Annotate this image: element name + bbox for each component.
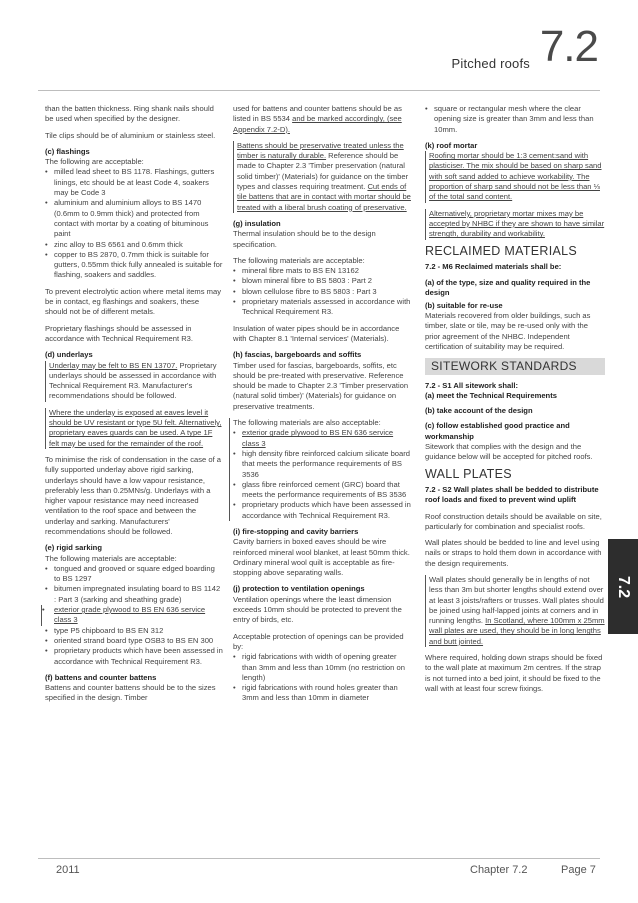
paragraph: Sitework that complies with the design and the guidance below will be accepted for pitched roofs. bbox=[425, 442, 593, 462]
paragraph: Ventilation openings where the least dimension exceeds 10mm should be protected to prevent the entry of birds, etc. bbox=[233, 594, 402, 625]
clause-item: (a) meet the Technical Requirements bbox=[425, 390, 557, 400]
revised-text: Underlay may be felt to BS EN 13707. bbox=[49, 360, 178, 370]
footer-divider bbox=[38, 858, 600, 859]
chapter-number: 7.2 bbox=[539, 22, 598, 71]
paragraph: Tile clips should be of aluminium or stainless steel. bbox=[45, 130, 216, 140]
list-item: • proprietary materials assessed in accordance with Technical Requirement R3. bbox=[233, 297, 411, 318]
flashings-list bbox=[45, 167, 223, 280]
clause-heading: 7.2 - M6 Reclaimed materials shall be: bbox=[425, 261, 562, 271]
revised-text: Battens should be preservative treated unless the timber is naturally durable. bbox=[237, 140, 404, 161]
sarking-list bbox=[45, 564, 223, 667]
paragraph: Where required, holding down straps should be fixed to the wall plate at maximum 2m centres. If the strap is not turned into a bed joint, it should be fixed to the wall with at least four screw fixings. bbox=[425, 653, 603, 693]
subheading-sarking: (e) rigid sarking bbox=[45, 543, 102, 553]
list-item: • proprietary products which have been assessed in accordance with Technical Requirement R3. bbox=[233, 500, 411, 521]
column-3 bbox=[425, 104, 605, 700]
subheading-flashings: (c) flashings bbox=[45, 146, 90, 156]
paragraph: Insulation of water pipes should be in accordance with Chapter 8.1 'Internal services' (Materials). bbox=[233, 323, 400, 343]
paragraph bbox=[425, 575, 605, 647]
paragraph: The following are acceptable: bbox=[45, 157, 144, 167]
list-item: • type P5 chipboard to BS EN 312 bbox=[45, 626, 223, 636]
fascia-list bbox=[233, 428, 411, 521]
revised-text: Alternatively, proprietary mortar mixes may be accepted by NHBC if they are shown to have similar strength, durability and workability. bbox=[425, 209, 605, 240]
ventilation-list bbox=[233, 652, 411, 703]
list-item: • high density fibre reinforced calcium silicate board that meets the performance requirements of BS 3536 bbox=[233, 449, 411, 480]
list-item: • copper to BS 2870, 0.7mm thick is suitable for gutters, 0.55mm thick fully annealed is suitable for flashing, soakers and saddles. bbox=[45, 250, 223, 281]
revised-block bbox=[229, 418, 411, 521]
paragraph: The following materials are acceptable: bbox=[233, 255, 365, 265]
clause-heading: 7.2 - S2 Wall plates shall be bedded to distribute roof loads and fixed to prevent wind uplift bbox=[425, 484, 599, 505]
text: used for battens and counter battens should be as listed in BS 5534 bbox=[233, 104, 402, 124]
paragraph: The following materials are acceptable: bbox=[45, 553, 177, 563]
column-2 bbox=[233, 104, 411, 710]
list-item: • proprietary products which have been assessed in accordance with Technical Requirement R3. bbox=[45, 646, 223, 667]
clause-item: (a) of the type, size and quality required in the design bbox=[425, 278, 591, 298]
subheading-battens: (f) battens and counter battens bbox=[45, 672, 157, 682]
paragraph: than the batten thickness. Ring shank nails should be used when specified by the designer. bbox=[45, 104, 214, 124]
list-item: • tongued and grooved or square edged boarding to BS 1297 bbox=[45, 564, 223, 585]
header-divider bbox=[38, 90, 600, 91]
clause-heading: 7.2 - S1 All sitework shall: bbox=[425, 380, 518, 390]
paragraph: Materials recovered from older buildings, such as timber, slate or tile, may be re-used only with the prior agreement of the NHBC. Independent certification of suitability may be required. bbox=[425, 311, 591, 351]
text: Proprietary underlays should be assessed in accordance with Technical Requirement R3. Manufacturer's recommendations should be followed. bbox=[49, 360, 217, 401]
insulation-list bbox=[233, 266, 411, 317]
list-item: • zinc alloy to BS 6561 and 0.6mm thick bbox=[45, 240, 223, 250]
text: Reference should be made to Chapter 2.3 'Timber preservation (natural solid timber)' (Materials) for guidance on the timber types and classes requiring treatment. bbox=[237, 151, 409, 192]
list-item: • rigid fabrications with round holes greater than 3mm and less than 10mm in diameter bbox=[233, 683, 411, 704]
mesh-list bbox=[425, 104, 605, 135]
list-item: • rigid fabrications with width of opening greater than 3mm and less than 10mm (no restriction on length) bbox=[233, 652, 411, 683]
subheading-insulation: (g) insulation bbox=[233, 218, 281, 228]
revised-text: Where the underlay is exposed at eaves level it should be UV resistant or type 5U felt. Alternatively, proprietary eaves guards can be used. A type 1F felt may be used for the remainder of the roof. bbox=[49, 407, 222, 448]
list-item: • milled lead sheet to BS 1178. Flashings, gutters linings, etc should be at least Code 4, soakers may be Code 3 bbox=[45, 167, 223, 198]
paragraph: The following materials are also acceptable: bbox=[233, 418, 381, 428]
side-tab-label: 7.2 bbox=[615, 575, 632, 598]
clause-item: (b) take account of the design bbox=[425, 406, 533, 416]
subheading-ventilation: (j) protection to ventilation openings bbox=[233, 584, 365, 594]
list-item: • exterior grade plywood to BS EN 636 service class 3 bbox=[233, 428, 411, 449]
paragraph: To minimise the risk of condensation in the case of a fully supported underlay above rigid sarking, underlays should have a low vapour resistance, preferably less than 0.25MNs/g. Underlays with a higher vapour resistance may need increased ventilation to the roof space and between the underlay and sarking. Manufacturers' recommendations should be followed. bbox=[45, 454, 222, 536]
revised-text: and be marked accordingly, (see Appendix 7.2-D). bbox=[233, 114, 402, 134]
section-heading-wall-plates: WALL PLATES bbox=[425, 466, 512, 481]
list-item: • exterior grade plywood to BS EN 636 service class 3 bbox=[41, 605, 223, 626]
paragraph: Thermal insulation should be to the design specification. bbox=[233, 229, 376, 249]
paragraph: Proprietary flashings should be assessed in accordance with Technical Requirement R3. bbox=[45, 323, 194, 343]
subheading-underlays: (d) underlays bbox=[45, 350, 93, 360]
clause-item: (c) follow established good practice and workmanship bbox=[425, 421, 570, 441]
chapter-side-tab bbox=[608, 539, 638, 634]
paragraph bbox=[45, 408, 223, 449]
paragraph bbox=[45, 361, 223, 402]
subheading-fascias: (h) fascias, bargeboards and soffits bbox=[233, 350, 362, 360]
section-heading-sitework: SITEWORK STANDARDS bbox=[425, 358, 605, 374]
list-item: • glass fibre reinforced cement (GRC) board that meets the performance requirements of BS 3536 bbox=[233, 480, 411, 501]
revised-text: Roofing mortar should be 1:3 cement:sand with plasticiser. The mix should be based on sharp sand with soft sand added to achieve workability. The proportion of sharp sand should not be less than ⅓ of the total sand content. bbox=[425, 151, 605, 202]
header-title: Pitched roofs bbox=[451, 56, 530, 71]
paragraph: Battens and counter battens should be to the sizes specified in the design. Timber bbox=[45, 683, 216, 703]
list-item: • square or rectangular mesh where the clear opening size is greater than 3mm and less than 10mm. bbox=[425, 104, 605, 135]
paragraph: Cavity barriers in boxed eaves should be wire reinforced mineral wool blanket, at least 50mm thick. Ordinary mineral wool quilt is acceptable as fire-stopping above separating walls. bbox=[233, 537, 410, 578]
paragraph bbox=[233, 141, 411, 213]
page-header bbox=[0, 0, 638, 92]
column-1 bbox=[45, 104, 223, 710]
text: Wall plates should generally be in lengths of not less than 3m but shorter lengths should extend over at least 3 joists/rafters or trusses. Wall plates should be joined using half-lapped joints at corners and in running lengths. bbox=[429, 574, 604, 626]
paragraph: Timber used for fascias, bargeboards, soffits, etc should be pre-treated with preservative. Reference should be made to Chapter 2.3 'Timber preservation (natural solid timber)' (Materials) for guidance on preservative treatments. bbox=[233, 360, 409, 411]
section-heading-reclaimed: RECLAIMED MATERIALS bbox=[425, 243, 578, 258]
footer-page-number: Page 7 bbox=[561, 864, 596, 876]
list-item: • blown cellulose fibre to BS 5803 : Part 3 bbox=[233, 287, 411, 297]
footer-chapter: Chapter 7.2 bbox=[470, 864, 528, 876]
paragraph: To prevent electrolytic action where metal items may be in contact, eg flashings and soakers, these should not be of different metals. bbox=[45, 286, 221, 317]
list-item: • bitumen impregnated insulating board to BS 1142 : Part 3 (sarking and sheathing grade) bbox=[45, 584, 223, 605]
list-item: • aluminium and aluminium alloys to BS 1470 (0.6mm to 0.9mm thick) and protected from contact with mortar by a coating of bituminous paint bbox=[45, 198, 223, 239]
paragraph: Acceptable protection of openings can be provided by: bbox=[233, 631, 404, 651]
paragraph: Wall plates should be bedded to line and level using nails or straps to hold them down in accordance with the design requirements. bbox=[425, 538, 602, 568]
list-item: • oriented strand board type OSB3 to BS EN 300 bbox=[45, 636, 223, 646]
clause-item: (b) suitable for re-use bbox=[425, 300, 503, 310]
subheading-roof-mortar: (k) roof mortar bbox=[425, 140, 478, 150]
revised-text: Cut ends of tile battens that are in contact with mortar should be treated with a liberal brush coating of preservative. bbox=[237, 182, 411, 212]
footer-year: 2011 bbox=[56, 864, 80, 876]
subheading-fire-stopping: (i) fire-stopping and cavity barriers bbox=[233, 526, 359, 536]
list-item: • mineral fibre mats to BS EN 13162 bbox=[233, 266, 411, 276]
revised-text: In Scotland, where 100mm x 25mm wall plates are used, they should be in long lengths and butt jointed. bbox=[429, 616, 605, 646]
paragraph bbox=[233, 104, 411, 135]
paragraph: Roof construction details should be available on site, particularly for combination and specialist roofs. bbox=[425, 511, 602, 531]
list-item: • blown mineral fibre to BS 5803 : Part 2 bbox=[233, 276, 411, 286]
